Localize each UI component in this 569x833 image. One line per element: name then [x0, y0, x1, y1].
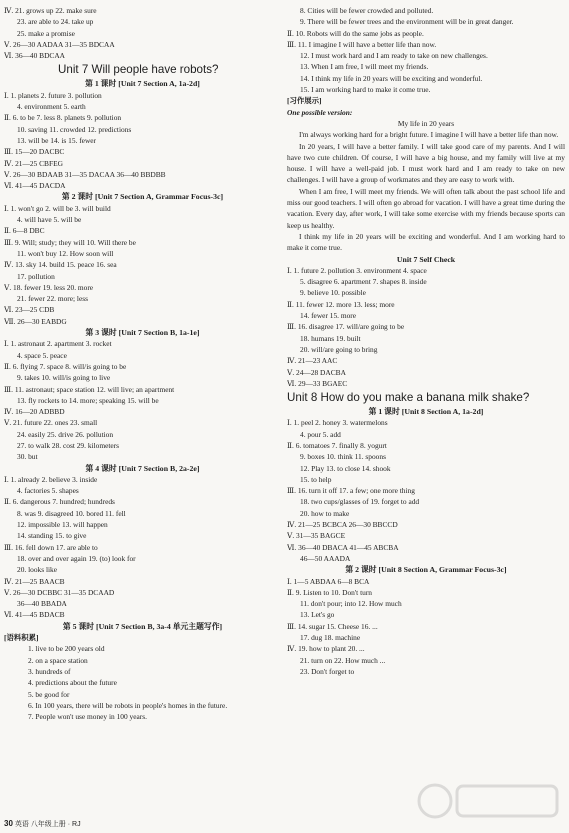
answer-line: 4. space 5. peace	[17, 350, 67, 360]
answer-line: Ⅶ. 26—30 EABDG	[4, 316, 67, 326]
answer-line: Ⅱ. 6. dangerous 7. hundred; hundreds	[4, 497, 115, 507]
footer-text: 英语 八年级上册 · RJ	[14, 821, 81, 828]
answer-line: Ⅱ. 6. to be 7. less 8. planets 9. pollution	[4, 113, 122, 123]
answer-line: Ⅱ. 11. fewer 12. more 13. less; more	[287, 299, 395, 309]
answer-line: Ⅰ. 1. won't go 2. will be 3. will build	[4, 203, 111, 213]
answer-line: 12. Play 13. to close 14. shook	[300, 463, 391, 473]
answer-line: Ⅲ. 15—20 DACBC	[4, 147, 65, 157]
answer-line: 1. live to be 200 years old	[28, 644, 105, 654]
answer-line: Ⅱ. 10. Robots will do the same jobs as people.	[287, 28, 424, 38]
right-column	[287, 5, 565, 817]
answer-line: 9. There will be fewer trees and the environment will be in great danger.	[300, 17, 514, 27]
answer-line: Ⅴ. 26—30 AADAA 31—35 BDCAA	[4, 39, 115, 49]
answer-line: Ⅲ. 16. turn it off 17. a few; one more thing	[287, 486, 415, 496]
answer-line: Ⅵ. 41—45 BDACB	[4, 610, 65, 620]
answer-line: 15. to help	[300, 474, 332, 484]
answer-line: Ⅰ. 1. planets 2. future 3. pollution	[4, 90, 102, 100]
answer-line: 13. Let's go	[300, 610, 335, 620]
answer-line: 11. won't buy 12. How soon will	[17, 248, 114, 258]
answer-line: 14. I think my life in 20 years will be exciting and wonderful.	[300, 73, 483, 83]
answer-line: 46—50 AAADA	[300, 553, 351, 563]
answer-line: 7. People won't use money in 100 years.	[28, 712, 147, 722]
answer-line: 17. dug 18. machine	[300, 633, 361, 643]
lesson-heading: 第 3 课时 [Unit 7 Section B, 1a-1e]	[85, 328, 200, 338]
lesson-heading: 第 5 课时 [Unit 7 Section B, 3a-4 单元主题写作]	[62, 621, 223, 631]
answer-line: 15. I am working hard to make it come true.	[300, 85, 431, 95]
answer-line: 12. impossible 13. will happen	[17, 520, 108, 530]
answer-line: One possible version:	[287, 107, 353, 117]
answer-line: 13. When I am free, I will meet my friends.	[300, 62, 429, 72]
answer-line: 23. are able to 24. take up	[17, 17, 94, 27]
page-footer	[4, 818, 81, 830]
answer-line: 6. In 100 years, there will be robots in people's homes in the future.	[28, 700, 228, 710]
answer-line: Ⅱ. 9. Listen to 10. Don't turn	[287, 587, 372, 597]
answer-line: Ⅳ. 21—25 BAACB	[4, 576, 65, 586]
answer-line: 4. pour 5. add	[300, 429, 341, 439]
answer-line: 9. boxes 10. think 11. spoons	[300, 452, 386, 462]
answer-line: My life in 20 years	[397, 118, 455, 128]
answer-line: 9. believe 10. possible	[300, 288, 366, 298]
answer-line: 4. environment 5. earth	[17, 102, 86, 112]
lesson-heading: 第 1 课时 [Unit 7 Section A, 1a-2d]	[85, 79, 200, 89]
lesson-heading: Unit 7 Self Check	[396, 254, 456, 264]
answer-line: 8. was 9. disagreed 10. bored 11. fell	[17, 508, 126, 518]
answer-line: 23. Don't forget to	[300, 666, 355, 676]
answer-line: 20. will/are going to bring	[300, 344, 378, 354]
answer-line: 24. easily 25. drive 26. pollution	[17, 429, 114, 439]
answer-line: Ⅳ. 21—25 CBFEG	[4, 158, 63, 168]
answer-line: 13. will be 14. is 15. fewer	[17, 135, 97, 145]
answer-line: I'm always working hard for a bright future. I imagine I will have a better life than now.	[299, 130, 559, 140]
unit-heading: Unit 8 How do you make a banana milk shake?	[287, 391, 530, 405]
answer-line: 2. on a space station	[28, 655, 88, 665]
answer-line: 25. make a promise	[17, 28, 75, 38]
answer-line: Ⅴ. 18. fewer 19. less 20. more	[4, 282, 94, 292]
answer-line: Ⅲ. 14. sugar 15. Cheese 16. ...	[287, 621, 378, 631]
answer-line: Ⅵ. 36—40 BDCAA	[4, 51, 66, 61]
answer-line: 4. predictions about the future	[28, 678, 117, 688]
answer-line: 12. I must work hard and I am ready to take on new challenges.	[300, 51, 488, 61]
answer-line: 20. looks like	[17, 565, 58, 575]
answer-line: Ⅰ. 1. future 2. pollution 3. environment 4. space	[287, 265, 427, 275]
answer-line: 5. disagree 6. apartment 7. shapes 8. inside	[300, 277, 427, 287]
lesson-heading: 第 1 课时 [Unit 8 Section A, 1a-2d]	[368, 407, 484, 417]
answer-line: Ⅲ. 11. I imagine I will have a better life than now.	[287, 39, 437, 49]
answer-line: Ⅰ. 1. peel 2. honey 3. watermelons	[287, 418, 388, 428]
answer-line: [习作展示]	[287, 96, 322, 106]
left-column	[4, 5, 281, 817]
answer-line: 11. don't pour; into 12. How much	[300, 599, 402, 609]
answer-line: 27. to walk 28. cost 29. kilometers	[17, 440, 120, 450]
answer-line: 5. be good for	[28, 689, 70, 699]
answer-line: Ⅲ. 16. disagree 17. will/are going to be	[287, 322, 405, 332]
answer-line: Ⅴ. 24—28 DACBA	[287, 367, 346, 377]
answer-line: 9. takes 10. will/is going to live	[17, 373, 111, 383]
answer-line: 14. standing 15. to give	[17, 531, 87, 541]
answer-line: Ⅴ. 26—30 BDAAB 31—35 DACAA 36—40 BBDBB	[4, 169, 166, 179]
answer-line: 4. factories 5. shapes	[17, 486, 79, 496]
answer-line: Ⅰ. 1. already 2. believe 3. inside	[4, 474, 98, 484]
answer-line: Ⅰ. 1. astronaut 2. apartment 3. rocket	[4, 339, 112, 349]
answer-line: 36—40 BBADA	[17, 599, 67, 609]
answer-line: Ⅳ. 19. how to plant 20. ...	[287, 644, 365, 654]
answer-line: Ⅳ. 21—23 AAC	[287, 356, 338, 366]
answer-line: In 20 years, I will have a better family. I will take good care of my parents. And I will have two cute children. Of course, I will have a big house, and my family will live at my house. I will have a well-paid job. I must work hard and I am ready to take on new challenges. I will have a group of workmates and they are easy to work with.	[287, 141, 565, 185]
answer-line: Ⅳ. 13. sky 14. build 15. peace 16. sea	[4, 260, 117, 270]
answer-line: 21. turn on 22. How much ...	[300, 655, 386, 665]
page-number: 30	[4, 819, 13, 828]
answer-line: Ⅵ. 23—25 CDB	[4, 305, 55, 315]
answer-line: Ⅰ. 1—5 ABDAA 6—8 BCA	[287, 576, 370, 586]
answer-line: 3. hundreds of	[28, 666, 71, 676]
answer-line: 13. fly rockets to 14. more; speaking 15. will be	[17, 395, 159, 405]
answer-line: 14. fewer 15. more	[300, 311, 357, 321]
answer-line: Ⅱ. 6. tomatoes 7. finally 8. yogurt	[287, 440, 387, 450]
answer-line: 8. Cities will be fewer crowded and polluted.	[300, 6, 434, 15]
answer-line: 30. but	[17, 452, 38, 462]
answer-line: Ⅲ. 11. astronaut; space station 12. will live; an apartment	[4, 384, 175, 394]
lesson-heading: 第 2 课时 [Unit 8 Section A, Grammar Focus-3c]	[345, 565, 507, 575]
answer-line: Ⅳ. 21—25 BCBCA 26—30 BBCCD	[287, 520, 398, 530]
answer-line: Ⅳ. 21. grows up 22. make sure	[4, 6, 97, 15]
answer-line: 18. two cups/glasses of 19. forget to add	[300, 497, 420, 507]
answer-line: Ⅴ. 26—30 DCBBC 31—35 DCAAD	[4, 587, 115, 597]
answer-line: 18. over and over again 19. (to) look for	[17, 553, 136, 563]
lesson-heading: 第 2 课时 [Unit 7 Section A, Grammar Focus-3c]	[61, 192, 224, 202]
answer-line: Ⅴ. 21. future 22. ones 23. small	[4, 418, 98, 428]
answer-line: 20. how to make	[300, 508, 350, 518]
answer-line: Ⅳ. 16—20 ADBBD	[4, 407, 65, 417]
answer-line: 10. saving 11. crowded 12. predictions	[17, 124, 132, 134]
answer-line: Ⅴ. 31—35 BAGCE	[287, 531, 346, 541]
answer-line: Ⅱ. 6. flying 7. space 8. will/is going to be	[4, 361, 127, 371]
answer-line: 21. fewer 22. more; less	[17, 294, 89, 304]
answer-line: 18. humans 19. built	[300, 333, 361, 343]
answer-line: Ⅵ. 36—40 DBACA 41—45 ABCBA	[287, 542, 399, 552]
answer-line: Ⅵ. 41—45 DACDA	[4, 181, 66, 191]
answer-line: I think my life in 20 years will be exciting and wonderful. And I am working hard to make it come true.	[287, 231, 565, 253]
answer-line: 4. will have 5. will be	[17, 215, 82, 225]
answer-line: Ⅱ. 6—8 DBC	[4, 226, 45, 236]
answer-line: Ⅲ. 16. fell down 17. are able to	[4, 542, 98, 552]
answer-line: When I am free, I will meet my friends. We will often talk about the past school life and miss our good teachers. I will often go abroad for vacation. I will have a great time during the vacation. Every day, after work, I will take some exercise with my friends because sports can keep us healthy.	[287, 186, 565, 230]
watermark-logo	[415, 776, 565, 826]
unit-heading: Unit 7 Will people have robots?	[58, 63, 219, 77]
answer-line: Ⅵ. 29—33 BGAEC	[287, 378, 348, 388]
answer-line: [语料积累]	[4, 633, 39, 643]
answer-line: Ⅲ. 9. Will; study; they will 10. Will there be	[4, 237, 136, 247]
answer-line: 17. pollution	[17, 271, 55, 281]
lesson-heading: 第 4 课时 [Unit 7 Section B, 2a-2e]	[85, 463, 200, 473]
